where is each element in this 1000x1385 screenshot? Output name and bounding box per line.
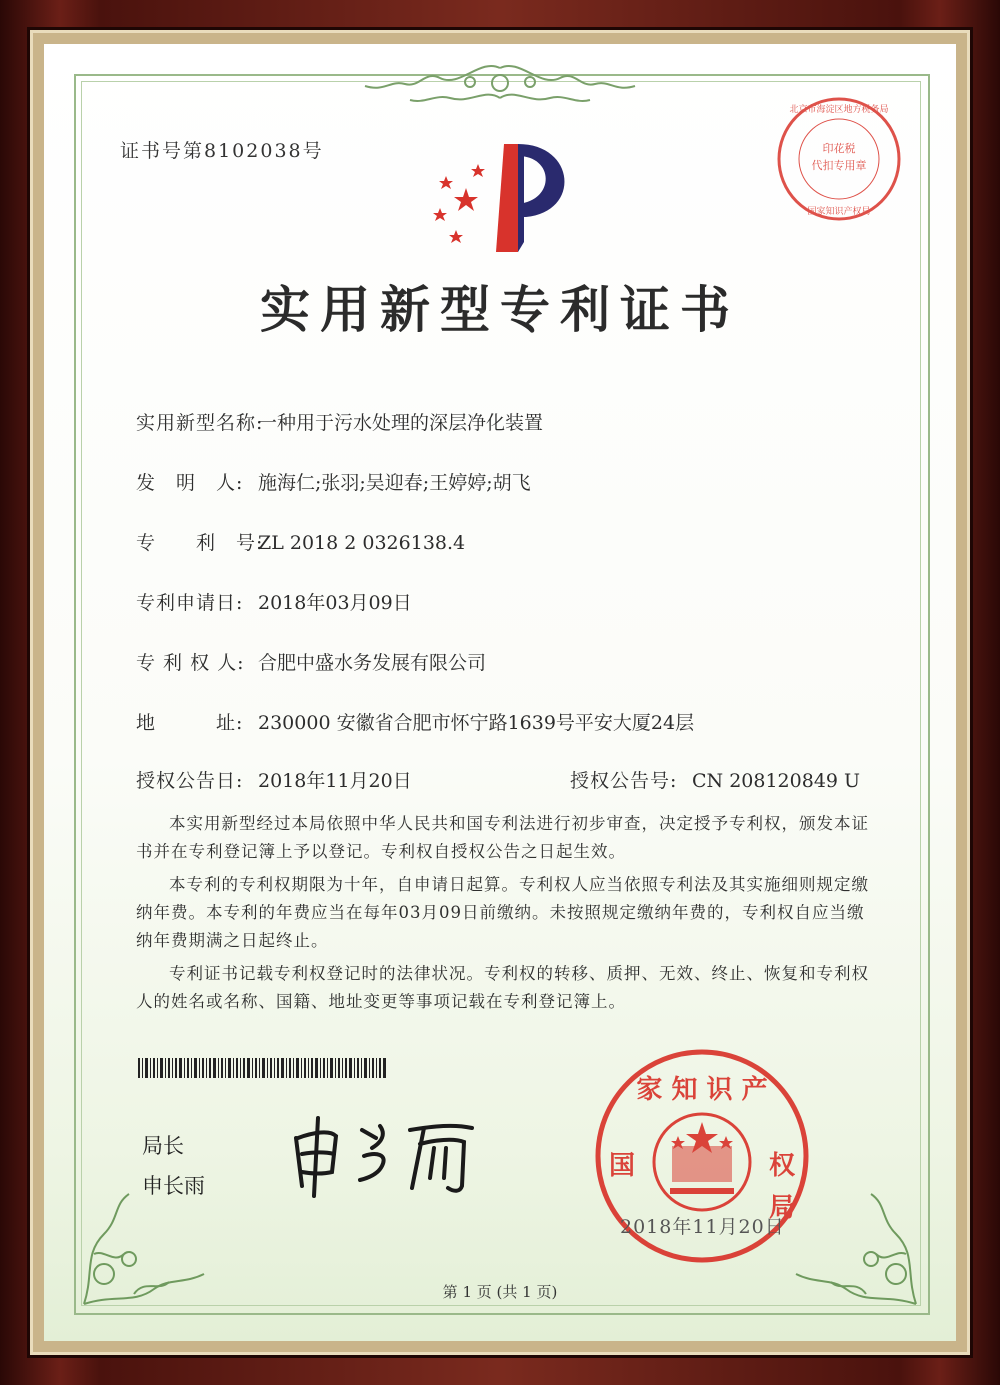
field-publication-number <box>570 766 860 793</box>
svg-text:局: 局 <box>768 1193 796 1223</box>
field-label: 专利申请日: <box>136 592 244 614</box>
svg-text:代扣专用章: 代扣专用章 <box>811 159 867 172</box>
director-name: 申长雨 <box>142 1174 205 1198</box>
barcode-icon <box>138 1058 388 1078</box>
body-paragraph: 本专利的专利权期限为十年，自申请日起算。专利权人应当依照专利法及其实施细则规定缴纳年费。本专利的年费应当在每年03月09日前缴纳。未按照规定缴纳年费的，专利权自应当缴纳年费期满之日起终止。 <box>136 875 869 950</box>
svg-text:印花税: 印花税 <box>822 142 856 155</box>
director-title: 局长 <box>142 1134 184 1158</box>
field-value: 一种用于污水处理的深层净化装置 <box>258 412 544 434</box>
field-value: 施海仁;张羽;吴迎春;王婷婷;胡飞 <box>258 472 531 494</box>
field-value: 2018年03月09日 <box>258 592 412 614</box>
top-ornament-icon <box>350 58 650 110</box>
svg-text:北京市海淀区地方税务局: 北京市海淀区地方税务局 <box>789 105 889 115</box>
svg-text:国家知识产权局: 国家知识产权局 <box>807 207 871 217</box>
certificate-number: 证书号第8102038号 <box>120 140 324 162</box>
svg-text:家 知 识 产: 家 知 识 产 <box>636 1075 768 1105</box>
certificate-body <box>136 810 876 1021</box>
field-label: 实用新型名称: <box>136 412 264 434</box>
field-value: 合肥中盛水务发展有限公司 <box>258 652 487 674</box>
svg-text:权: 权 <box>768 1151 796 1181</box>
certificate-title: 实用新型专利证书 <box>260 280 740 339</box>
field-label: 授权公告号: <box>570 770 678 792</box>
field-value: 230000 安徽省合肥市怀宁路1639号平安大厦24层 <box>258 712 695 734</box>
field-utility-model-name <box>136 408 543 435</box>
director-signature-icon <box>284 1108 514 1198</box>
svg-text:国: 国 <box>608 1151 636 1181</box>
field-value: 2018年11月20日 <box>258 770 412 792</box>
field-value: ZL 2018 2 0326138.4 <box>258 532 466 554</box>
field-label: 地 址: <box>136 712 244 734</box>
field-label: 发 明 人: <box>136 472 244 494</box>
seal-date: 2018年11月20日 <box>620 1216 785 1238</box>
patent-office-logo-icon <box>426 142 586 262</box>
field-label: 专 利 权 人: <box>136 652 245 674</box>
field-value: CN 208120849 U <box>692 770 861 792</box>
tax-stamp-seal-icon <box>774 94 904 224</box>
body-paragraph: 专利证书记载专利权登记时的法律状况。专利权的转移、质押、无效、终止、恢复和专利权人的姓名或名称、国籍、地址变更等事项记载在专利登记簿上。 <box>136 964 869 1011</box>
field-application-date <box>136 588 412 615</box>
field-patentee <box>136 648 486 675</box>
page-footer: 第 1 页 (共 1 页) <box>442 1283 558 1301</box>
field-inventors <box>136 468 531 495</box>
field-grant-date <box>136 766 412 793</box>
field-patent-number <box>136 528 465 555</box>
field-label: 授权公告日: <box>136 770 244 792</box>
body-paragraph: 本实用新型经过本局依照中华人民共和国专利法进行初步审查，决定授予专利权，颁发本证书并在专利登记簿上予以登记。专利权自授权公告之日起生效。 <box>136 814 869 861</box>
field-label: 专 利 号: <box>136 532 264 554</box>
certificate-paper <box>44 44 956 1341</box>
field-address <box>136 708 694 735</box>
